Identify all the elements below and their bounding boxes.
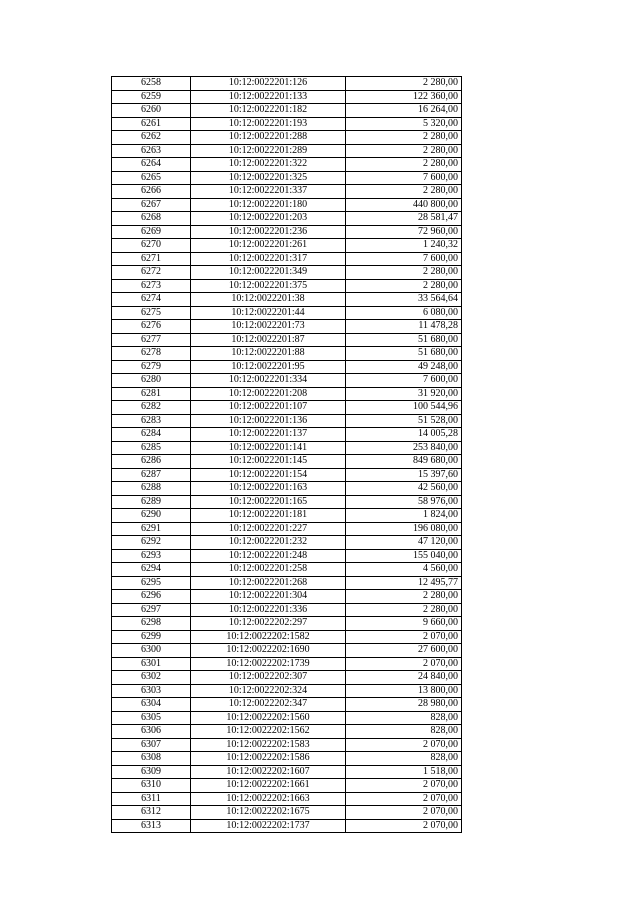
table-row	[112, 374, 462, 388]
table-row	[112, 495, 462, 509]
row-number-cell: 6313	[112, 819, 191, 833]
cadastral-number-cell: 10:12:0022202:1582	[191, 630, 346, 644]
table-row	[112, 333, 462, 347]
row-number-cell: 6270	[112, 239, 191, 253]
table-row	[112, 171, 462, 185]
cadastral-number-cell: 10:12:0022202:1739	[191, 657, 346, 671]
value-cell: 51 680,00	[346, 333, 462, 347]
row-number-cell: 6301	[112, 657, 191, 671]
row-number-cell: 6282	[112, 401, 191, 415]
row-number-cell: 6306	[112, 725, 191, 739]
row-number-cell: 6283	[112, 414, 191, 428]
table-row	[112, 428, 462, 442]
row-number-cell: 6298	[112, 617, 191, 631]
row-number-cell: 6302	[112, 671, 191, 685]
row-number-cell: 6276	[112, 320, 191, 334]
cadastral-number-cell: 10:12:0022201:107	[191, 401, 346, 415]
value-cell: 24 840,00	[346, 671, 462, 685]
table-row	[112, 482, 462, 496]
value-cell: 2 070,00	[346, 657, 462, 671]
value-cell: 196 080,00	[346, 522, 462, 536]
row-number-cell: 6280	[112, 374, 191, 388]
row-number-cell: 6269	[112, 225, 191, 239]
value-cell: 2 280,00	[346, 279, 462, 293]
value-cell: 1 518,00	[346, 765, 462, 779]
table-row	[112, 779, 462, 793]
row-number-cell: 6268	[112, 212, 191, 226]
value-cell: 58 976,00	[346, 495, 462, 509]
cadastral-number-cell: 10:12:0022202:1583	[191, 738, 346, 752]
cadastral-number-cell: 10:12:0022202:324	[191, 684, 346, 698]
value-cell: 6 080,00	[346, 306, 462, 320]
table-row	[112, 792, 462, 806]
row-number-cell: 6258	[112, 77, 191, 91]
cadastral-number-cell: 10:12:0022201:137	[191, 428, 346, 442]
table-row	[112, 414, 462, 428]
cadastral-number-cell: 10:12:0022201:193	[191, 117, 346, 131]
table-row	[112, 536, 462, 550]
value-cell: 42 560,00	[346, 482, 462, 496]
table-row	[112, 698, 462, 712]
row-number-cell: 6303	[112, 684, 191, 698]
table-row	[112, 360, 462, 374]
value-cell: 2 280,00	[346, 590, 462, 604]
value-cell: 828,00	[346, 711, 462, 725]
row-number-cell: 6309	[112, 765, 191, 779]
row-number-cell: 6311	[112, 792, 191, 806]
table-row	[112, 806, 462, 820]
row-number-cell: 6279	[112, 360, 191, 374]
value-cell: 155 040,00	[346, 549, 462, 563]
value-cell: 2 070,00	[346, 779, 462, 793]
row-number-cell: 6287	[112, 468, 191, 482]
value-cell: 4 560,00	[346, 563, 462, 577]
row-number-cell: 6300	[112, 644, 191, 658]
value-cell: 7 600,00	[346, 374, 462, 388]
cadastral-number-cell: 10:12:0022201:95	[191, 360, 346, 374]
cadastral-number-cell: 10:12:0022202:1661	[191, 779, 346, 793]
cadastral-number-cell: 10:12:0022202:1560	[191, 711, 346, 725]
value-cell: 828,00	[346, 725, 462, 739]
cadastral-number-cell: 10:12:0022201:258	[191, 563, 346, 577]
table-row	[112, 212, 462, 226]
cadastral-number-cell: 10:12:0022201:126	[191, 77, 346, 91]
value-cell: 51 680,00	[346, 347, 462, 361]
value-cell: 2 280,00	[346, 185, 462, 199]
cadastral-number-cell: 10:12:0022202:307	[191, 671, 346, 685]
value-cell: 5 320,00	[346, 117, 462, 131]
table-row	[112, 185, 462, 199]
row-number-cell: 6259	[112, 90, 191, 104]
table-row	[112, 401, 462, 415]
cadastral-number-cell: 10:12:0022201:141	[191, 441, 346, 455]
value-cell: 122 360,00	[346, 90, 462, 104]
row-number-cell: 6264	[112, 158, 191, 172]
cadastral-number-cell: 10:12:0022202:1737	[191, 819, 346, 833]
cadastral-number-cell: 10:12:0022201:88	[191, 347, 346, 361]
cadastral-number-cell: 10:12:0022202:1562	[191, 725, 346, 739]
table-row	[112, 468, 462, 482]
table-row	[112, 765, 462, 779]
row-number-cell: 6299	[112, 630, 191, 644]
cadastral-number-cell: 10:12:0022201:336	[191, 603, 346, 617]
value-cell: 11 478,28	[346, 320, 462, 334]
table-row	[112, 144, 462, 158]
table-row	[112, 603, 462, 617]
row-number-cell: 6275	[112, 306, 191, 320]
row-number-cell: 6265	[112, 171, 191, 185]
cadastral-number-cell: 10:12:0022201:38	[191, 293, 346, 307]
value-cell: 2 070,00	[346, 819, 462, 833]
cadastral-number-cell: 10:12:0022201:304	[191, 590, 346, 604]
row-number-cell: 6285	[112, 441, 191, 455]
value-cell: 72 960,00	[346, 225, 462, 239]
table-row	[112, 252, 462, 266]
cadastral-number-cell: 10:12:0022201:317	[191, 252, 346, 266]
table-body	[112, 77, 462, 833]
table-row	[112, 563, 462, 577]
row-number-cell: 6260	[112, 104, 191, 118]
cadastral-number-cell: 10:12:0022201:165	[191, 495, 346, 509]
value-cell: 253 840,00	[346, 441, 462, 455]
table-row	[112, 347, 462, 361]
value-cell: 100 544,96	[346, 401, 462, 415]
row-number-cell: 6289	[112, 495, 191, 509]
table-row	[112, 455, 462, 469]
value-cell: 828,00	[346, 752, 462, 766]
row-number-cell: 6308	[112, 752, 191, 766]
table-row	[112, 630, 462, 644]
cadastral-number-cell: 10:12:0022201:227	[191, 522, 346, 536]
table-row	[112, 590, 462, 604]
table-row	[112, 711, 462, 725]
row-number-cell: 6290	[112, 509, 191, 523]
table-row	[112, 239, 462, 253]
row-number-cell: 6263	[112, 144, 191, 158]
value-cell: 47 120,00	[346, 536, 462, 550]
cadastral-number-cell: 10:12:0022202:1675	[191, 806, 346, 820]
row-number-cell: 6273	[112, 279, 191, 293]
cadastral-number-cell: 10:12:0022201:248	[191, 549, 346, 563]
table-row	[112, 671, 462, 685]
value-cell: 2 070,00	[346, 738, 462, 752]
table-row	[112, 158, 462, 172]
cadastral-number-cell: 10:12:0022201:203	[191, 212, 346, 226]
cadastral-number-cell: 10:12:0022201:87	[191, 333, 346, 347]
value-cell: 2 280,00	[346, 131, 462, 145]
row-number-cell: 6277	[112, 333, 191, 347]
row-number-cell: 6307	[112, 738, 191, 752]
row-number-cell: 6304	[112, 698, 191, 712]
value-cell: 27 600,00	[346, 644, 462, 658]
row-number-cell: 6294	[112, 563, 191, 577]
table-row	[112, 684, 462, 698]
cadastral-number-cell: 10:12:0022201:236	[191, 225, 346, 239]
table-row	[112, 576, 462, 590]
value-cell: 2 070,00	[346, 630, 462, 644]
cadastral-number-cell: 10:12:0022201:154	[191, 468, 346, 482]
table-row	[112, 320, 462, 334]
cadastral-number-cell: 10:12:0022201:289	[191, 144, 346, 158]
row-number-cell: 6312	[112, 806, 191, 820]
row-number-cell: 6310	[112, 779, 191, 793]
cadastral-number-cell: 10:12:0022201:232	[191, 536, 346, 550]
value-cell: 2 280,00	[346, 158, 462, 172]
cadastral-number-cell: 10:12:0022201:182	[191, 104, 346, 118]
table-row	[112, 225, 462, 239]
cadastral-number-cell: 10:12:0022201:337	[191, 185, 346, 199]
cadastral-number-cell: 10:12:0022201:44	[191, 306, 346, 320]
table-row	[112, 104, 462, 118]
value-cell: 51 528,00	[346, 414, 462, 428]
value-cell: 2 280,00	[346, 144, 462, 158]
table-row	[112, 522, 462, 536]
value-cell: 13 800,00	[346, 684, 462, 698]
row-number-cell: 6288	[112, 482, 191, 496]
cadastral-number-cell: 10:12:0022201:145	[191, 455, 346, 469]
value-cell: 49 248,00	[346, 360, 462, 374]
value-cell: 2 070,00	[346, 792, 462, 806]
row-number-cell: 6284	[112, 428, 191, 442]
table-row	[112, 77, 462, 91]
value-cell: 15 397,60	[346, 468, 462, 482]
row-number-cell: 6293	[112, 549, 191, 563]
cadastral-number-cell: 10:12:0022201:261	[191, 239, 346, 253]
value-cell: 1 824,00	[346, 509, 462, 523]
row-number-cell: 6296	[112, 590, 191, 604]
table-row	[112, 293, 462, 307]
table-row	[112, 509, 462, 523]
row-number-cell: 6278	[112, 347, 191, 361]
value-cell: 849 680,00	[346, 455, 462, 469]
value-cell: 12 495,77	[346, 576, 462, 590]
cadastral-number-cell: 10:12:0022202:1663	[191, 792, 346, 806]
row-number-cell: 6266	[112, 185, 191, 199]
cadastral-number-cell: 10:12:0022202:1586	[191, 752, 346, 766]
row-number-cell: 6291	[112, 522, 191, 536]
table-row	[112, 617, 462, 631]
cadastral-number-cell: 10:12:0022202:347	[191, 698, 346, 712]
cadastral-number-cell: 10:12:0022201:181	[191, 509, 346, 523]
value-cell: 2 280,00	[346, 77, 462, 91]
value-cell: 2 280,00	[346, 266, 462, 280]
row-number-cell: 6281	[112, 387, 191, 401]
cadastral-number-cell: 10:12:0022202:297	[191, 617, 346, 631]
cadastral-number-cell: 10:12:0022201:133	[191, 90, 346, 104]
row-number-cell: 6286	[112, 455, 191, 469]
table-row	[112, 387, 462, 401]
value-cell: 7 600,00	[346, 252, 462, 266]
cadastral-number-cell: 10:12:0022201:322	[191, 158, 346, 172]
cadastral-number-cell: 10:12:0022201:180	[191, 198, 346, 212]
table-row	[112, 725, 462, 739]
cadastral-value-table	[111, 76, 462, 833]
table-row	[112, 198, 462, 212]
cadastral-number-cell: 10:12:0022202:1607	[191, 765, 346, 779]
row-number-cell: 6262	[112, 131, 191, 145]
table-row	[112, 644, 462, 658]
row-number-cell: 6272	[112, 266, 191, 280]
value-cell: 2 280,00	[346, 603, 462, 617]
table-row	[112, 819, 462, 833]
value-cell: 16 264,00	[346, 104, 462, 118]
row-number-cell: 6271	[112, 252, 191, 266]
row-number-cell: 6267	[112, 198, 191, 212]
value-cell: 33 564,64	[346, 293, 462, 307]
table-row	[112, 90, 462, 104]
value-cell: 28 980,00	[346, 698, 462, 712]
table-row	[112, 117, 462, 131]
cadastral-number-cell: 10:12:0022201:136	[191, 414, 346, 428]
value-cell: 28 581,47	[346, 212, 462, 226]
cadastral-number-cell: 10:12:0022201:349	[191, 266, 346, 280]
value-cell: 1 240,32	[346, 239, 462, 253]
value-cell: 440 800,00	[346, 198, 462, 212]
cadastral-number-cell: 10:12:0022201:73	[191, 320, 346, 334]
row-number-cell: 6305	[112, 711, 191, 725]
table-row	[112, 549, 462, 563]
cadastral-number-cell: 10:12:0022201:288	[191, 131, 346, 145]
value-cell: 7 600,00	[346, 171, 462, 185]
table-row	[112, 738, 462, 752]
value-cell: 14 005,28	[346, 428, 462, 442]
row-number-cell: 6274	[112, 293, 191, 307]
row-number-cell: 6292	[112, 536, 191, 550]
table-row	[112, 752, 462, 766]
row-number-cell: 6297	[112, 603, 191, 617]
table-row	[112, 279, 462, 293]
table-row	[112, 306, 462, 320]
table-row	[112, 657, 462, 671]
cadastral-number-cell: 10:12:0022201:268	[191, 576, 346, 590]
value-cell: 2 070,00	[346, 806, 462, 820]
value-cell: 9 660,00	[346, 617, 462, 631]
table-row	[112, 266, 462, 280]
row-number-cell: 6295	[112, 576, 191, 590]
row-number-cell: 6261	[112, 117, 191, 131]
cadastral-number-cell: 10:12:0022201:334	[191, 374, 346, 388]
table-row	[112, 131, 462, 145]
table-row	[112, 441, 462, 455]
cadastral-number-cell: 10:12:0022201:163	[191, 482, 346, 496]
cadastral-number-cell: 10:12:0022202:1690	[191, 644, 346, 658]
cadastral-number-cell: 10:12:0022201:375	[191, 279, 346, 293]
cadastral-number-cell: 10:12:0022201:208	[191, 387, 346, 401]
value-cell: 31 920,00	[346, 387, 462, 401]
cadastral-number-cell: 10:12:0022201:325	[191, 171, 346, 185]
